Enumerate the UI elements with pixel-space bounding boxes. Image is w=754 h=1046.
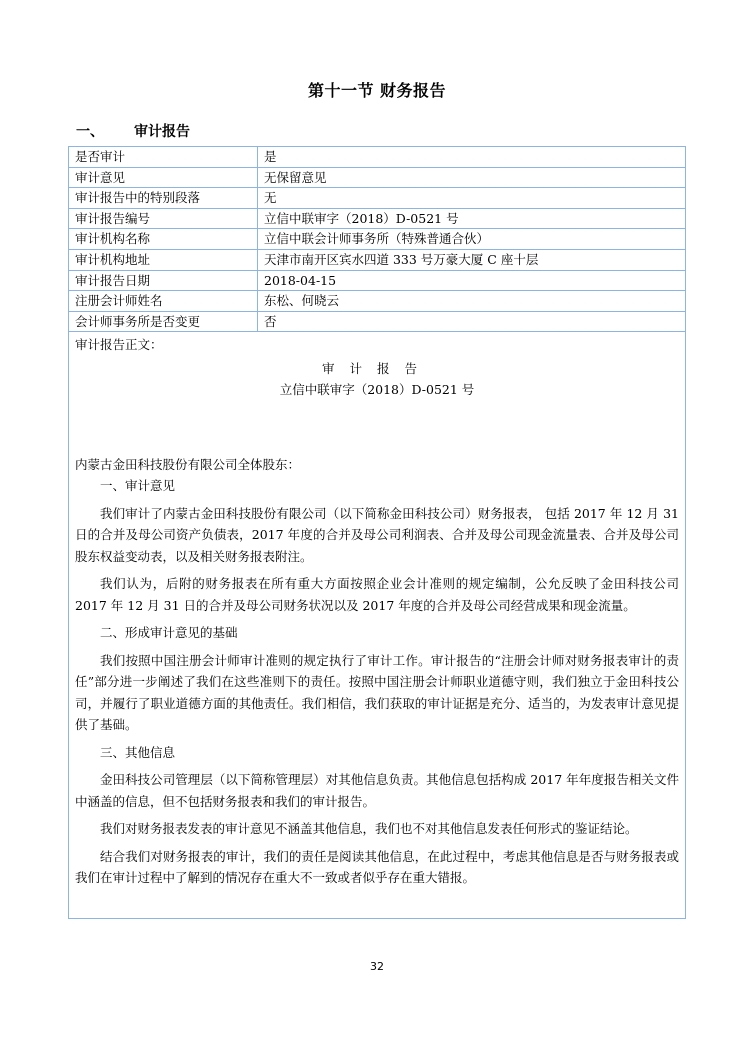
body-label: 审计报告正文： xyxy=(75,337,163,353)
audit-info-table xyxy=(68,146,686,919)
row-key: 审计报告编号 xyxy=(69,209,258,229)
section-label: 审计报告 xyxy=(134,124,190,140)
row-value: 东松、何晓云 xyxy=(264,293,340,309)
table-row xyxy=(69,291,685,312)
table-row xyxy=(69,209,685,230)
section-1-heading: 一、审计意见 xyxy=(100,478,176,494)
row-value: 是 xyxy=(264,149,277,164)
paragraph-6: 结合我们对财务报表的审计，我们的责任是阅读其他信息，在此过程中，考虑其他信息是否与财务报表或我们在审计过程中了解到的情况存在重大不一致或者似乎存在重大错报。 xyxy=(75,848,679,886)
row-value: 无保留意见 xyxy=(264,169,327,185)
row-value: 立信中联审字（2018）D-0521 号 xyxy=(264,210,459,226)
row-key: 注册会计师姓名 xyxy=(69,291,258,311)
row-value: 2018-04-15 xyxy=(264,272,337,288)
table-row xyxy=(69,168,685,189)
row-key: 审计机构地址 xyxy=(69,250,258,270)
row-value: 天津市南开区宾水四道 333 号万豪大厦 C 座十层 xyxy=(264,251,539,267)
paragraph-4: 金田科技公司管理层（以下简称管理层）对其他信息负责。其他信息包括构成 2017 年年度报告相关文件中涵盖的信息，但不包括财务报表和我们的审计报告。 xyxy=(75,772,679,809)
table-row xyxy=(69,250,685,271)
page-title: 第十一节 财务报告 xyxy=(307,81,447,100)
section-3-heading: 三、其他信息 xyxy=(100,744,176,760)
row-value: 立信中联会计师事务所（特殊普通合伙） xyxy=(264,231,490,247)
row-key: 是否审计 xyxy=(69,147,258,167)
row-value: 否 xyxy=(264,313,277,329)
row-key: 审计报告中的特别段落 xyxy=(69,188,258,208)
row-value: 无 xyxy=(264,190,277,206)
report-ref-no: 立信中联审字（2018）D-0521 号 xyxy=(279,382,475,398)
table-row xyxy=(69,229,685,250)
section-2-heading: 二、形成审计意见的基础 xyxy=(100,625,238,641)
paragraph-5: 我们对财务报表发表的审计意见不涵盖其他信息，我们也不对其他信息发表任何形式的鉴证结论。 xyxy=(100,821,638,837)
addressee: 内蒙古金田科技股份有限公司全体股东： xyxy=(75,456,301,472)
section-heading xyxy=(76,121,190,141)
paragraph-2: 我们认为，后附的财务报表在所有重大方面按照企业会计准则的规定编制，公允反映了金田科技公司 2017 年 12 月 31 日的合并及母公司财务状况以及 2017 年度的合并及母公司经营成果和现金流量。 xyxy=(75,576,679,613)
paragraph-1: 我们审计了内蒙古金田科技股份有限公司（以下简称金田科技公司）财务报表， 包括 2017 年 12 月 31 日的合并及母公司资产负债表，2017 年度的合并及母公司利润表、合并及母公司现金流量表、合并及母公司股东权益变动表，以及相关财务报表附注。 xyxy=(75,505,679,564)
row-key: 会计师事务所是否变更 xyxy=(69,312,258,332)
table-row xyxy=(69,147,685,168)
page-number: 32 xyxy=(370,960,384,973)
row-key: 审计意见 xyxy=(69,168,258,188)
table-row xyxy=(69,271,685,292)
table-row xyxy=(69,312,685,333)
row-key: 审计机构名称 xyxy=(69,229,258,249)
report-heading: 审计报告 xyxy=(321,360,432,376)
table-row xyxy=(69,188,685,209)
audit-report-body xyxy=(69,332,685,918)
row-key: 审计报告日期 xyxy=(69,271,258,291)
section-number: 一、 xyxy=(76,124,104,140)
paragraph-3: 我们按照中国注册会计师审计准则的规定执行了审计工作。审计报告的“注册会计师对财务报表审计的责任”部分进一步阐述了我们在这些准则下的责任。按照中国注册会计师职业道德守则，我们独立于金田科技公司，并履行了职业道德方面的其他责任。我们相信，我们获取的审计证据是充分、适当的，为发表审计意见提供了基础。 xyxy=(75,652,679,733)
